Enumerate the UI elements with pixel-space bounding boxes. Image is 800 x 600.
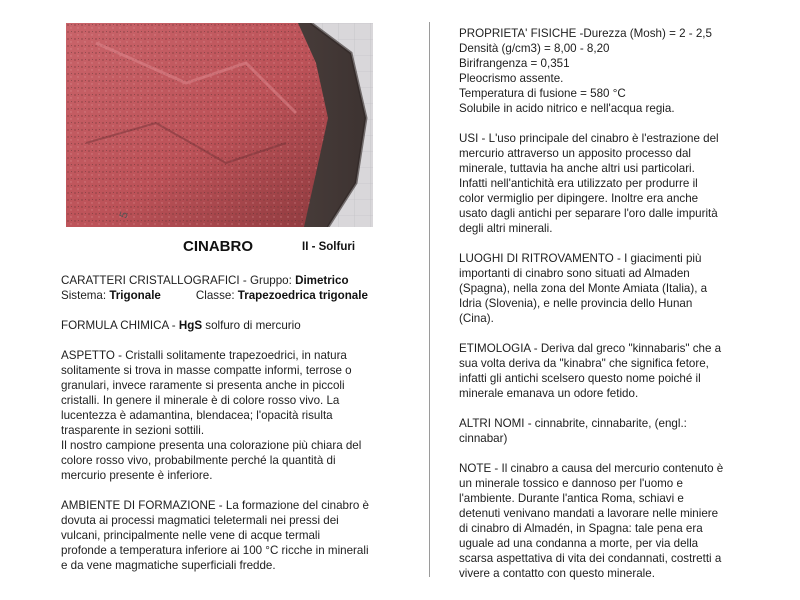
- column-divider: [429, 22, 430, 577]
- mineral-photo: [66, 23, 373, 227]
- section-aspetto: ASPETTO - Cristalli solitamente trapezoedrici, in natura solitamente si trova in masse compatte informi, terrose o granulari, invece raramente si presenta anche in piccoli cristalli. In genere il minerale è di colore rosso vivo. La lucentezza è adamantina, blendacea; l'opacità risulta trasparente in sezioni sottili. Il nostro campione presenta una colorazione più chiara del colore rosso vivo, probabilmente perché la quantità di mercurio presente è inferiore.: [61, 349, 362, 482]
- mineral-class: II - Solfuri: [302, 241, 356, 253]
- section-etimologia: ETIMOLOGIA - Deriva dal greco "kinnabaris" che a sua volta deriva da "kinabra" che significa fetore, infatti gli antichi scelsero questo nome poiché il minerale emanava un odore fetido.: [459, 342, 722, 400]
- formula-line: FORMULA CHIMICA - HgS solfuro di mercurio: [61, 319, 301, 332]
- cinnabar-sample-image: [66, 23, 373, 227]
- crystal-system-line: Sistema: Trigonale Classe: Trapezoedrica trigonale: [61, 289, 368, 302]
- section-luoghi: LUOGHI DI RITROVAMENTO - I giacimenti più importanti di cinabro sono situati ad Almaden (Spagna), nella zona del Monte Amiata (Italia), a Idria (Slovenia), e nelle provincia dello Hunan (Cina).: [459, 252, 708, 325]
- svg-text:5: 5: [117, 210, 131, 221]
- mineral-name: CINABRO: [183, 238, 253, 255]
- section-proprieta: PROPRIETA' FISICHE -Durezza (Mosh) = 2 - 2,5 Densità (g/cm3) = 8,00 - 8,20 Birifrangenza = 0,351 Pleocrismo assente. Temperatura di fusione = 580 °C Solubile in acido nitrico e nell'acqua regia.: [459, 27, 712, 115]
- crystal-system: Trigonale: [109, 289, 161, 302]
- section-altri-nomi: ALTRI NOMI - cinnabrite, cinnabarite, (engl.: cinnabar): [459, 417, 687, 445]
- crystal-class: Trapezoedrica trigonale: [237, 289, 368, 302]
- formula-value: HgS: [178, 319, 203, 332]
- section-note: NOTE - Il cinabro a causa del mercurio contenuto è un minerale tossico e dannoso per l'uomo e l'ambiente. Durante l'antica Roma, schiavi e detenuti venivano mandati a lavorare nelle miniere di cinabro di Almadén, in Spagna: tale pena era uguale ad una condanna a morte, per via della scarsa aspettativa di vita dei condannati, costretti a vivere a contatto con questo minerale.: [459, 462, 724, 580]
- section-usi: USI - L'uso principale del cinabro è l'estrazione del mercurio attraverso un apposito processo dal minerale, tuttavia ha anche altri usi particolari. Infatti nell'antichità era utilizzato per produrre il color vermiglio per dipingere. Inoltre era anche usato dagli antichi per separare l'oro dalle impurità degli altri minerali.: [459, 132, 719, 235]
- section-ambiente: AMBIENTE DI FORMAZIONE - La formazione del cinabro è dovuta ai processi magmatici teletermali nei pressi dei vulcani, principalmente nelle vene di acque termali profonde a temperatura inferiore ai 100 °C ricche in minerali e da vene magmatiche superficiali fredde.: [61, 499, 369, 572]
- crystal-group: Dimetrico: [295, 274, 349, 287]
- crystal-group-line: CARATTERI CRISTALLOGRAFICI - Gruppo: Dimetrico: [61, 274, 349, 287]
- left-column: [61, 273, 369, 573]
- title-row: [0, 238, 430, 260]
- right-column: [459, 26, 723, 581]
